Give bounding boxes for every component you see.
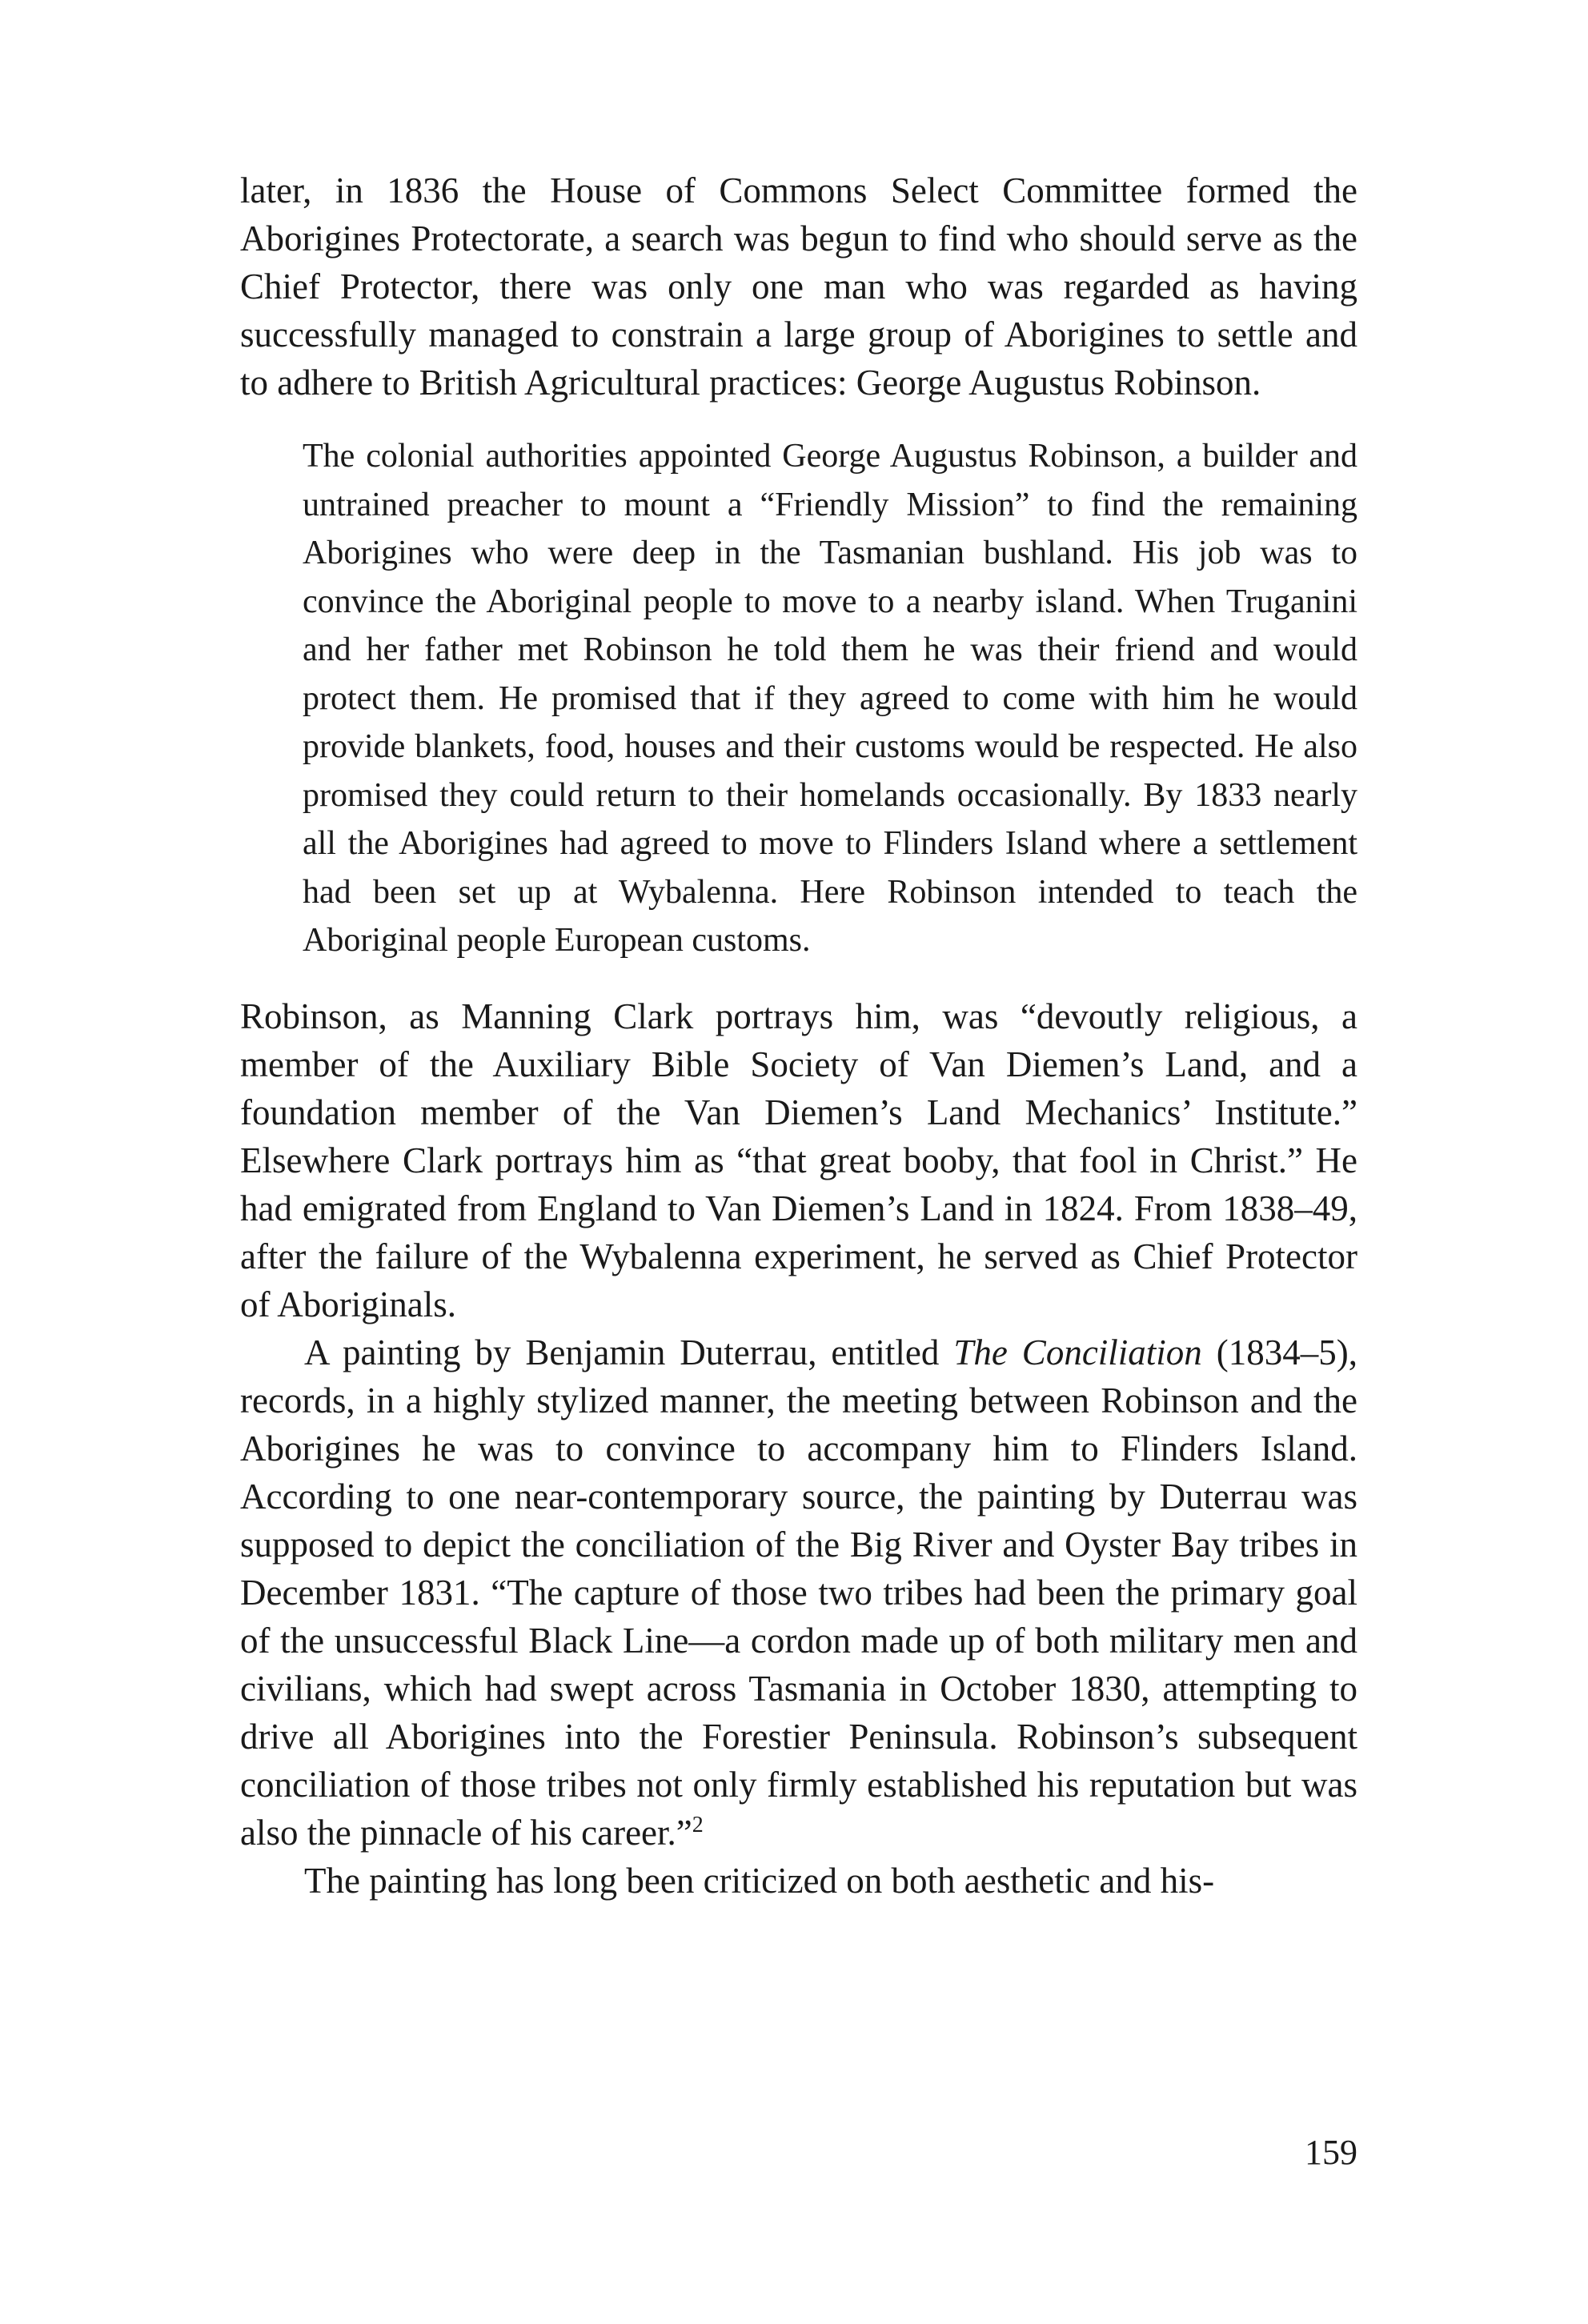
painting-title: The Conciliation <box>953 1332 1202 1372</box>
conciliation-text-start: A painting by Benjamin Duterrau, entitled <box>304 1332 954 1372</box>
page-body <box>240 166 1357 1905</box>
paragraph-criticism: The painting has long been criticized on both aesthetic and his- <box>304 1860 1215 1901</box>
paragraph-protectorate: later, in 1836 the House of Commons Select Committee formed the Aborigines Protectorate, a search was begun to find who should serve as the Chief Protector, there was only one man who was regarded as having successfully managed to constrain a large group of Aborigines to settle and to adhere to British Agricultural practices: George Augustus Robinson. <box>240 170 1357 403</box>
paragraph-conciliation-painting <box>240 1328 1357 1857</box>
page-number: 159 <box>1305 2133 1357 2172</box>
footnote-marker[interactable]: 2 <box>692 1812 704 1837</box>
block-quote-friendly-mission: The colonial authorities appointed George Augustus Robinson, a builder and untrained preacher to mount a “Friendly Mission” to find the remaining Aborigines who were deep in the Tasmanian bushland. His job was to convince the Aboriginal people to move to a nearby island. When Truganini and her father met Robinson he told them he was their friend and would protect them. He promised that if they agreed to come with him he would provide blankets, food, houses and their customs would be respected. He also promised they could return to their homelands occasionally. By 1833 nearly all the Aborigines had agreed to move to Flinders Island where a settlement had been set up at Wybalenna. Here Robinson intended to teach the Aboriginal people European customs. <box>303 438 1357 959</box>
paragraph-manning-clark: Robinson, as Manning Clark portrays him, was “devoutly religious, a member of the Auxiliary Bible Society of Van Diemen’s Land, and a foundation member of the Van Diemen’s Land Mechanics’ Institute.” Elsewhere Clark portrays him as “that great booby, that fool in Christ.” He had emigrated from England to Van Diemen’s Land in 1824. From 1838–49, after the failure of the Wybalenna experiment, he served as Chief Protector of Aboriginals. <box>240 996 1357 1324</box>
conciliation-text-rest: (1834–5), records, in a highly stylized manner, the meeting between Robinson and the Aborigines he was to convince to accompany him to Flinders Island. According to one near-contemporary source, the painting by Duterrau was supposed to depict the conciliation of the Big River and Oyster Bay tribes in December 1831. “The capture of those two tribes had been the primary goal of the unsuccessful Black Line—a cordon made up of both military men and civilians, which had swept across Tasmania in October 1830, attempting to drive all Aborigines into the Forestier Peninsula. Robinson’s subsequent conciliation of those tribes not only firmly established his reputation but was also the pinnacle of his career.” <box>240 1332 1357 1853</box>
